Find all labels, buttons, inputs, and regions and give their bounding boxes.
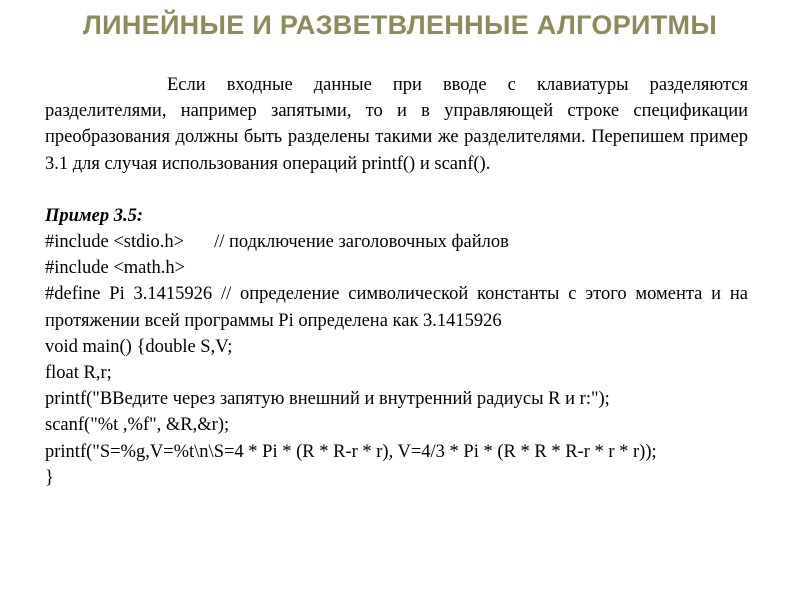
code-include-comment: // подключение заголовочных файлов (214, 232, 509, 253)
code-float-decl: float R,r; (45, 363, 112, 384)
code-include-stdio-line (45, 229, 748, 255)
code-printf-prompt: printf("ВВедите через запятую внешний и внутренний радиусы R и r:"); (45, 389, 610, 410)
slide-header (0, 0, 800, 58)
code-scanf: scanf("%t ,%f", &R,&r); (45, 415, 230, 436)
spacer (45, 177, 748, 203)
code-include-math: #include <math.h> (45, 258, 186, 279)
slide-title: ЛИНЕЙНЫЕ И РАЗВЕТВЛЕННЫЕ АЛГОРИТМЫ (82, 10, 718, 40)
code-include-stdio: #include <stdio.h> (45, 232, 185, 253)
code-printf-result: printf("S=%g,V=%t\n\S=4 * Pi * (R * R-r * r), V=4/3 * Pi * (R * R * R-r * r * r)); (45, 441, 657, 462)
code-main-decl: void main() {double S,V; (45, 336, 233, 357)
slide-content (45, 72, 748, 491)
code-define-pi: #define Pi 3.1415926 // определение символической константы с этого момента и на протяжении всей программы Pi определена как 3.1415926 (45, 284, 748, 331)
code-closing-brace: } (45, 467, 54, 488)
example-label: Пример 3.5: (45, 205, 143, 226)
intro-paragraph: Если входные данные при вводе с клавиатуры разделяются разделителями, например запятыми, то и в управляющей строке спецификации преобразования должны быть разделены такими же разделителями. Перепишем пример 3.1 для случая использования операций printf() и scanf(). (45, 75, 748, 174)
